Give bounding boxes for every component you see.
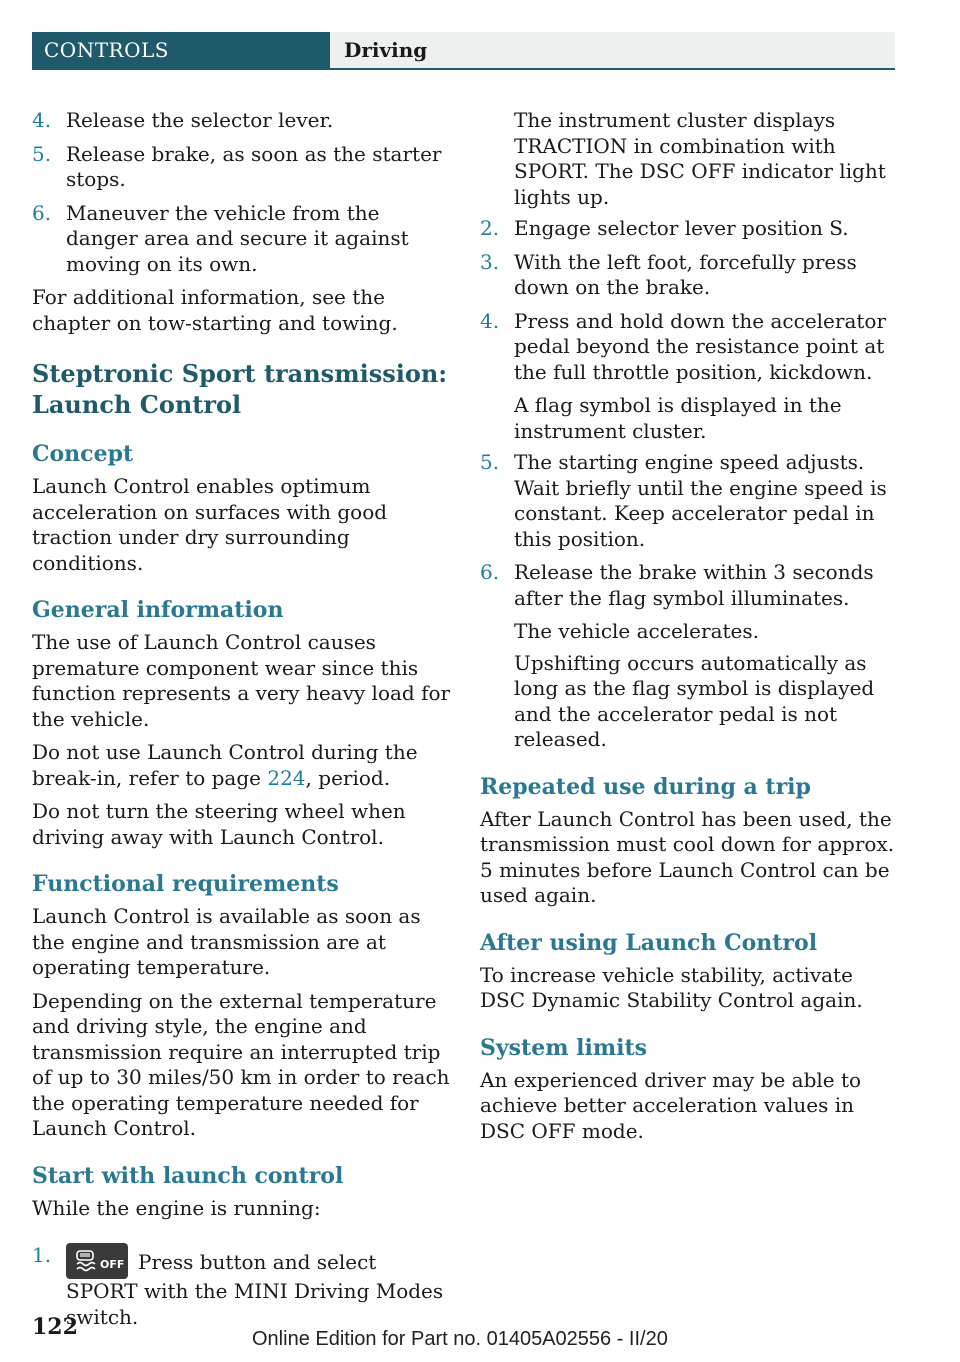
- list-item: 4. Release the selector lever.: [32, 108, 334, 132]
- list-item: 4. Press and hold down the accelerator pedal beyond the resistance point at the full throttle position, kickdown.: [480, 308, 887, 384]
- step-note: A flag symbol is displayed in the instrument cluster.: [514, 393, 842, 443]
- section-tab: [32, 32, 330, 70]
- step-note: Upshifting occurs automatically as long as the flag symbol is displayed and the accelerator pedal is not released.: [514, 650, 875, 751]
- system-limits-paragraph: An experienced driver may be able to achieve better acceleration values in DSC OFF mode.: [480, 1067, 862, 1143]
- requirements-paragraph-1: Launch Control is available as soon as the engine and transmission are at operating temperature.: [32, 904, 421, 979]
- list-item: 5. The starting engine speed adjusts. Wait briefly until the engine speed is constant. Keep accelerator pedal in this position.: [480, 450, 887, 551]
- after-use-paragraph: To increase vehicle stability, activate DSC Dynamic Stability Control again.: [480, 962, 863, 1012]
- repeated-use-heading: Repeated use during a trip: [480, 773, 811, 800]
- page-header: [32, 32, 895, 70]
- section-heading: Steptronic Sport transmission: Launch Control: [32, 359, 448, 419]
- edition-footer: Online Edition for Part no. 01405A02556 - II/20: [252, 1328, 668, 1350]
- list-item: 6. Release the brake within 3 seconds after the flag symbol illuminates.: [480, 560, 874, 610]
- page-number: 122: [32, 1314, 78, 1340]
- system-limits-heading: System limits: [480, 1034, 648, 1061]
- list-item: 2. Engage selector lever position S.: [480, 216, 849, 240]
- chapter-label: Driving: [344, 38, 428, 62]
- general-paragraph-2: Do not use Launch Control during the break-in, refer to page 224, period.: [32, 740, 418, 790]
- general-heading: General information: [32, 597, 284, 623]
- step-note: The vehicle accelerates.: [514, 619, 759, 643]
- after-use-heading: After using Launch Control: [480, 929, 818, 956]
- list-item: 1. OFF Press button and select SPORT with the MINI Driving Modes switch.: [32, 1243, 444, 1329]
- list-item: 6. Maneuver the vehicle from the danger area and secure it against moving on its own.: [32, 200, 409, 276]
- concept-paragraph: Launch Control enables optimum acceleration on surfaces with good traction under dry surrounding conditions.: [32, 474, 388, 575]
- left-column: [32, 108, 452, 1338]
- list-item: 5. Release brake, as soon as the starter stops.: [32, 141, 442, 191]
- section-label: CONTROLS: [44, 38, 169, 62]
- general-paragraph-1: The use of Launch Control causes premature component wear since this function represents a very heavy load for the vehicle.: [32, 630, 451, 731]
- page-reference-link[interactable]: 224: [267, 765, 306, 790]
- concept-heading: Concept: [32, 441, 134, 467]
- start-heading: Start with launch control: [32, 1162, 344, 1189]
- chapter-bar: [330, 32, 895, 70]
- right-column: [480, 108, 900, 1152]
- list-item: 3. With the left foot, forcefully press down on the brake.: [480, 249, 857, 299]
- general-paragraph-3: Do not turn the steering wheel when driving away with Launch Control.: [32, 799, 406, 849]
- repeated-use-paragraph: After Launch Control has been used, the transmission must cool down for approx. 5 minutes before Launch Control can be used again.: [480, 806, 895, 907]
- car-skid-icon: [74, 1249, 96, 1273]
- requirements-paragraph-2: Depending on the external temperature and driving style, the engine and transmission require an interrupted trip of up to 30 miles/50 km in order to reach the operating temperature needed for Launch Control.: [32, 988, 450, 1140]
- dsc-off-button-icon: OFF: [66, 1243, 128, 1279]
- requirements-heading: Functional requirements: [32, 871, 339, 897]
- start-paragraph: While the engine is running:: [32, 1195, 321, 1220]
- continued-paragraph: The instrument cluster displays TRACTION in combination with SPORT. The DSC OFF indicator light lights up.: [514, 108, 886, 209]
- intro-paragraph: For additional information, see the chapter on tow-starting and towing.: [32, 285, 398, 335]
